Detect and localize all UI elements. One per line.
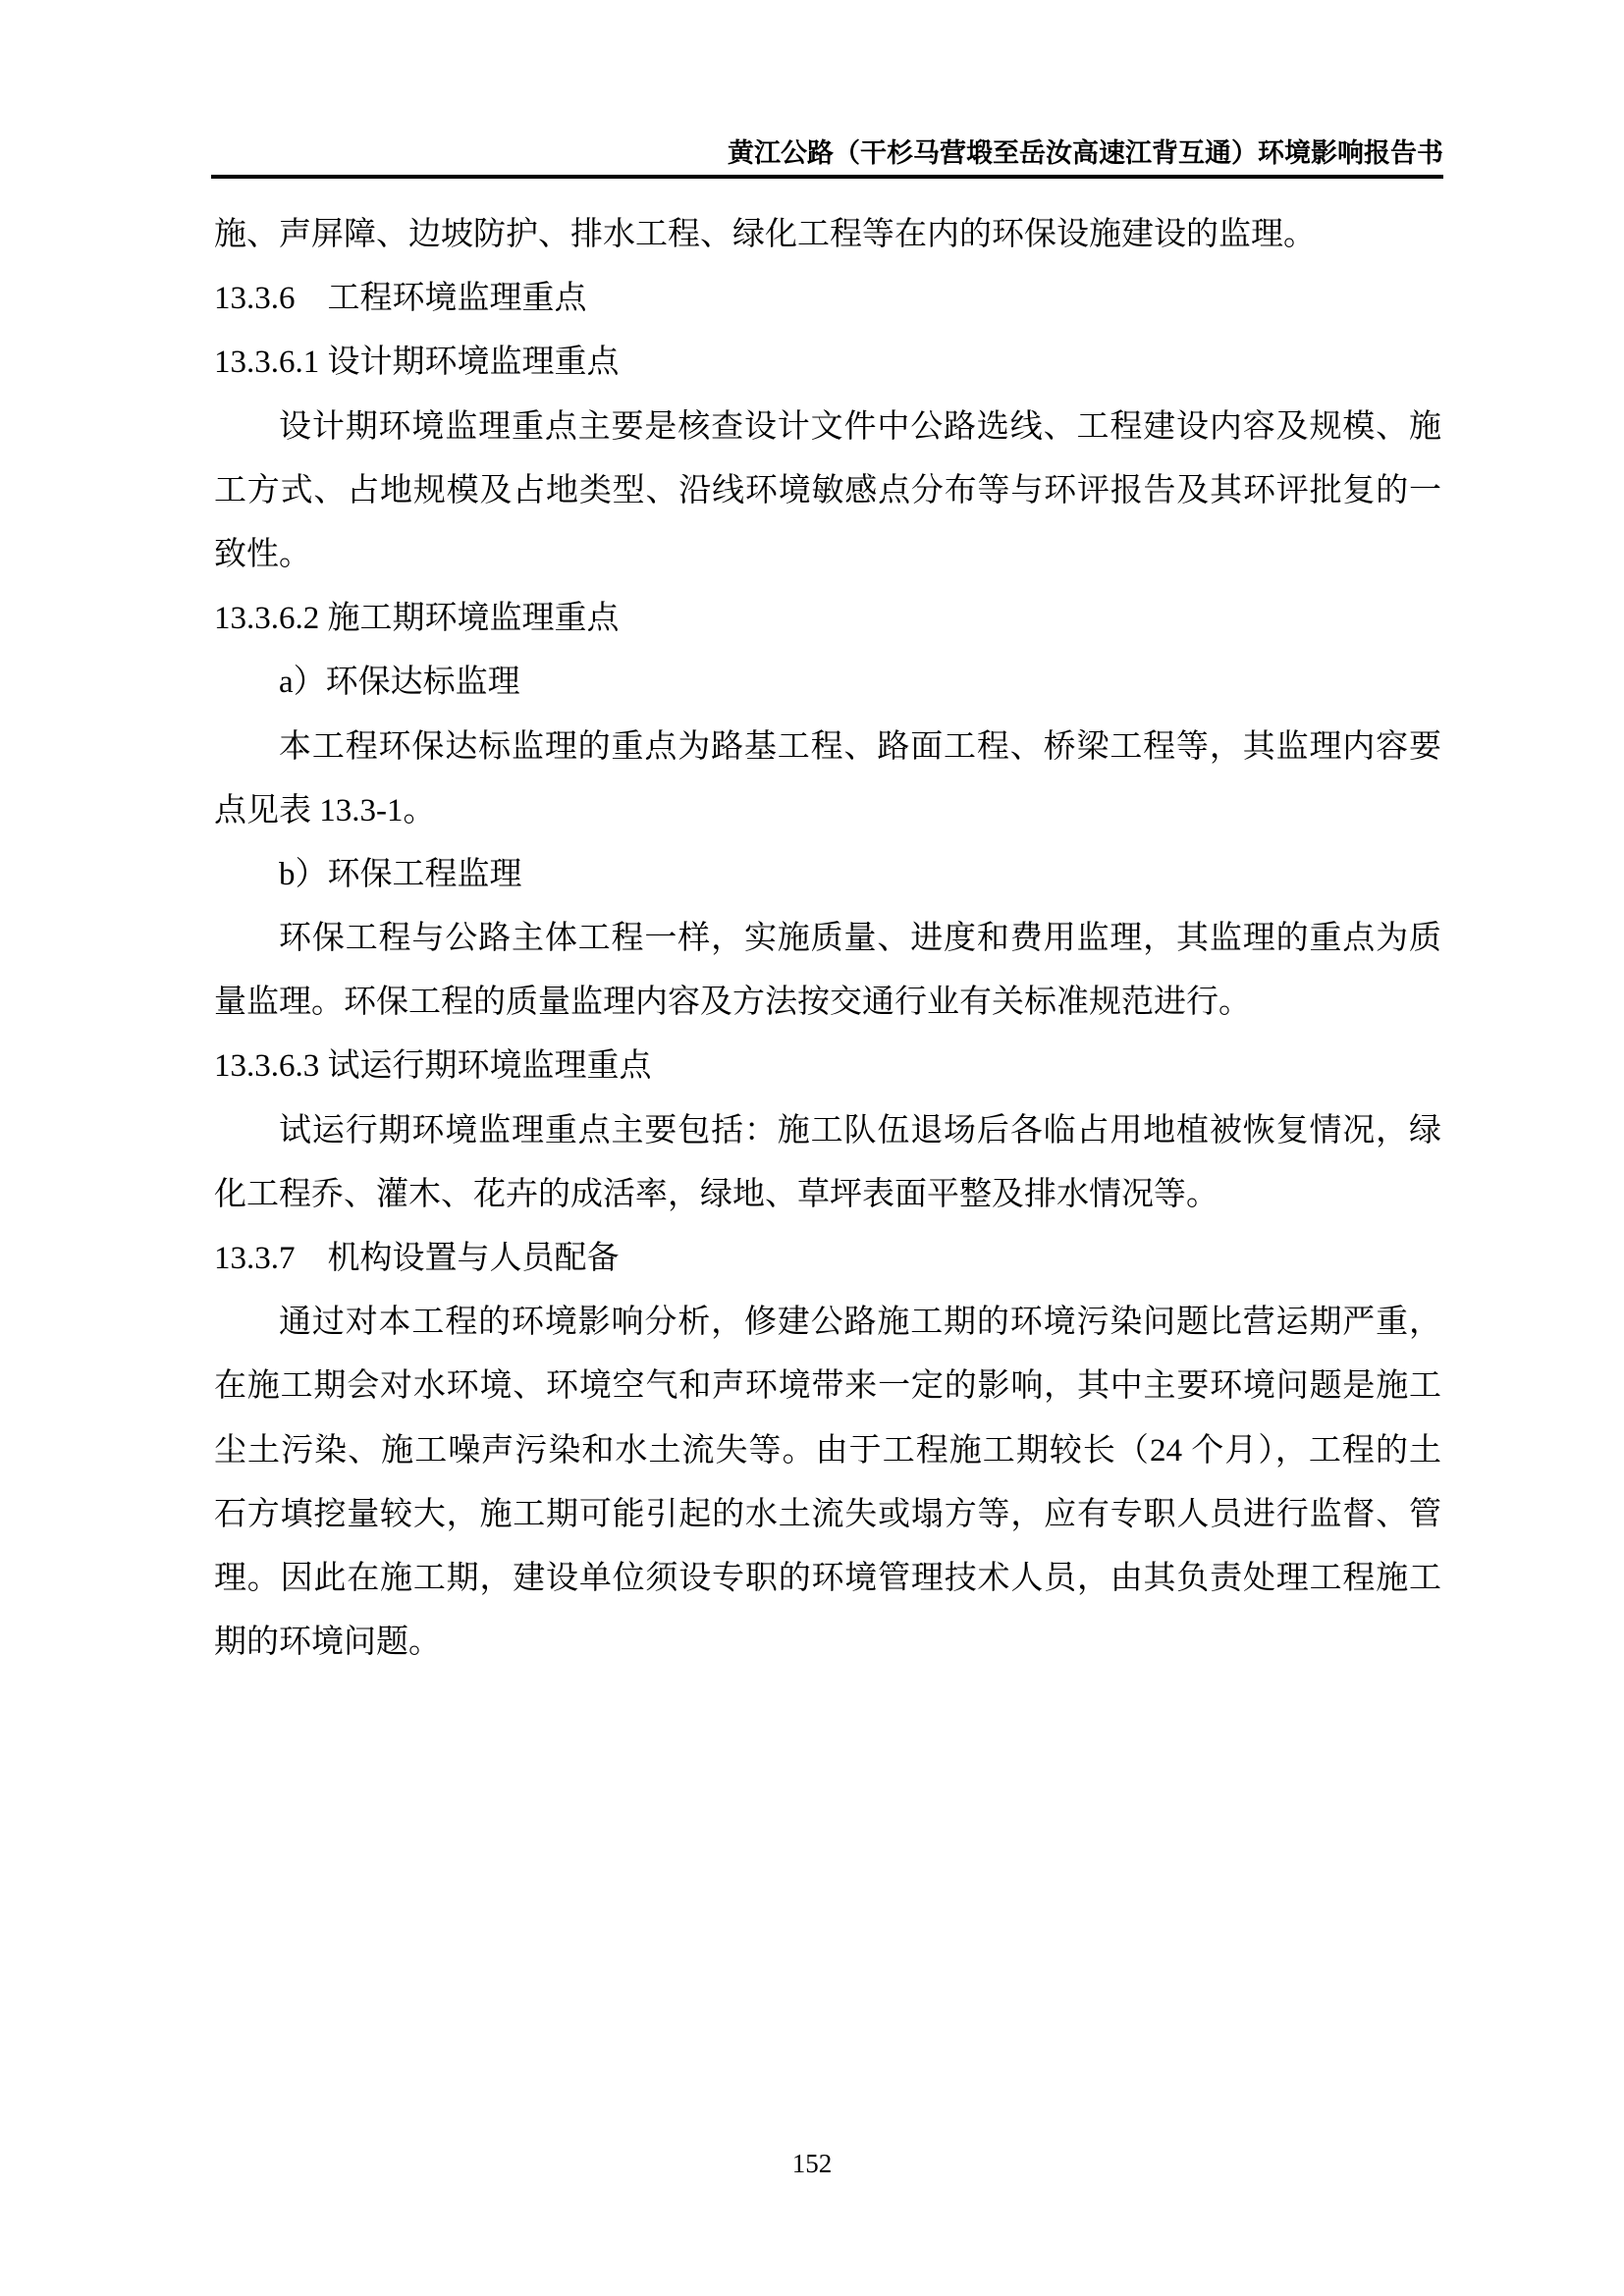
text-line: b）环保工程监理 bbox=[279, 856, 522, 892]
text-line: 量监理。环保工程的质量监理内容及方法按交通行业有关标准规范进行。 bbox=[214, 985, 1251, 1021]
page-number: 152 bbox=[791, 2149, 833, 2178]
section-heading: 13.3.7 机构设置与人员配备 bbox=[214, 1241, 620, 1276]
text-line: 本工程环保达标监理的重点为路基工程、路面工程、桥梁工程等，其监理内容要 bbox=[279, 728, 1441, 765]
header-rule bbox=[211, 175, 1443, 179]
text-line: 尘土污染、施工噪声污染和水土流失等。由于工程施工期较长（24 个月），工程的土 bbox=[214, 1432, 1441, 1468]
text-line: 致性。 bbox=[214, 536, 311, 572]
section-heading: 13.3.6.1 设计期环境监理重点 bbox=[214, 345, 620, 381]
document-body bbox=[214, 203, 1441, 1675]
running-header-title: 黄江公路（干杉马营塅至岳汝高速江背互通）环境影响报告书 bbox=[728, 138, 1443, 168]
text-line: 试运行期环境监理重点主要包括：施工队伍退场后各临占用地植被恢复情况，绿 bbox=[279, 1112, 1441, 1148]
text-line: 施、声屏障、边坡防护、排水工程、绿化工程等在内的环保设施建设的监理。 bbox=[214, 217, 1316, 252]
text-line: 理。因此在施工期，建设单位须设专职的环境管理技术人员，由其负责处理工程施工 bbox=[214, 1560, 1441, 1596]
text-line: 点见表 13.3-1。 bbox=[214, 792, 436, 828]
text-line: 设计期环境监理重点主要是核查设计文件中公路选线、工程建设内容及规模、施 bbox=[279, 408, 1441, 445]
section-heading: 13.3.6.3 试运行期环境监理重点 bbox=[214, 1048, 652, 1085]
text-line: 石方填挖量较大，施工期可能引起的水土流失或塌方等，应有专职人员进行监督、管 bbox=[214, 1496, 1441, 1532]
section-heading: 13.3.6.2 施工期环境监理重点 bbox=[214, 601, 620, 637]
text-line: 通过对本工程的环境影响分析，修建公路施工期的环境污染问题比营运期严重， bbox=[279, 1305, 1441, 1341]
text-line: 工方式、占地规模及占地类型、沿线环境敏感点分布等与环评报告及其环评批复的一 bbox=[214, 472, 1441, 508]
text-line: 化工程乔、灌木、花卉的成活率，绿地、草坪表面平整及排水情况等。 bbox=[214, 1176, 1218, 1212]
section-heading: 13.3.6 工程环境监理重点 bbox=[214, 281, 587, 317]
text-line: 期的环境问题。 bbox=[214, 1625, 441, 1661]
text-line: 环保工程与公路主体工程一样，实施质量、进度和费用监理，其监理的重点为质 bbox=[279, 921, 1441, 957]
text-line: 在施工期会对水环境、环境空气和声环境带来一定的影响，其中主要环境问题是施工 bbox=[214, 1368, 1441, 1405]
text-line: a）环保达标监理 bbox=[279, 665, 520, 701]
